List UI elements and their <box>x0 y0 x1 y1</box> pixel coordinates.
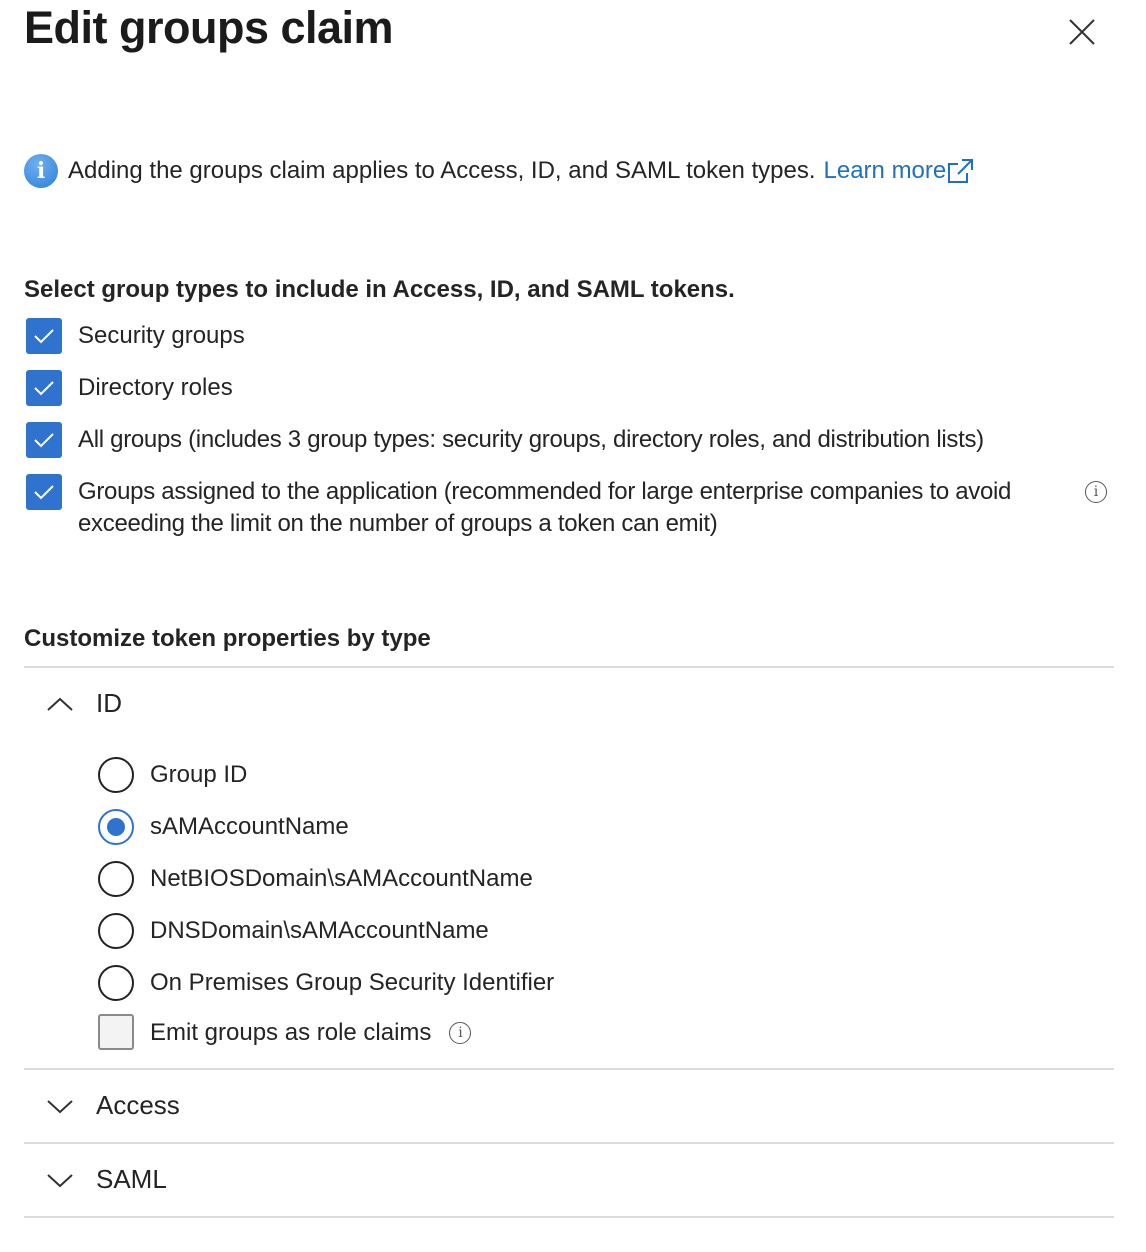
checkbox-label: Emit groups as role claims <box>150 1019 432 1046</box>
external-link-icon <box>946 158 974 184</box>
radio-dns-samaccountname[interactable] <box>98 913 489 949</box>
radio-button[interactable] <box>98 913 134 949</box>
radio-button-selected[interactable] <box>98 809 134 845</box>
divider <box>24 1142 1114 1144</box>
checkbox-emit-role-claims[interactable] <box>98 1016 471 1050</box>
chevron-up-icon <box>46 696 74 712</box>
checkbox-groups-assigned[interactable] <box>26 476 1026 540</box>
accordion-label: Access <box>96 1090 180 1120</box>
radio-group-id[interactable] <box>98 757 247 793</box>
radio-label: DNSDomain\sAMAccountName <box>150 917 489 944</box>
radio-label: On Premises Group Security Identifier <box>150 969 555 996</box>
accordion-saml[interactable] <box>46 1164 167 1195</box>
checkbox-checked-icon[interactable] <box>26 474 62 510</box>
checkbox-label: All groups (includes 3 group types: security groups, directory roles, and distribution lists) <box>78 426 984 453</box>
checkbox-all-groups[interactable] <box>26 424 1116 458</box>
info-banner <box>24 154 974 188</box>
chevron-down-icon <box>46 1098 74 1114</box>
radio-netbios-samaccountname[interactable] <box>98 861 533 897</box>
accordion-id[interactable] <box>46 688 122 719</box>
page-title: Edit groups claim <box>24 2 394 53</box>
info-text: Adding the groups claim applies to Access, ID, and SAML token types. <box>68 157 816 184</box>
learn-more-link[interactable] <box>824 157 975 185</box>
divider <box>24 666 1114 668</box>
accordion-label: ID <box>96 688 122 718</box>
checkbox-checked-icon[interactable] <box>26 422 62 458</box>
checkbox-checked-icon[interactable] <box>26 370 62 406</box>
radio-button[interactable] <box>98 861 134 897</box>
checkbox-checked-icon[interactable] <box>26 318 62 354</box>
checkbox-label: Groups assigned to the application (recommended for large enterprise companies to avoid exceeding the limit on the number of groups a token can emit) <box>78 478 1012 537</box>
checkbox-unchecked[interactable] <box>98 1014 134 1050</box>
info-circle-icon[interactable]: i <box>449 1022 471 1044</box>
group-types-heading: Select group types to include in Access, ID, and SAML tokens. <box>24 276 735 303</box>
radio-samaccountname[interactable] <box>98 809 349 845</box>
info-circle-icon[interactable]: i <box>1085 481 1107 503</box>
accordion-access[interactable] <box>46 1090 180 1121</box>
radio-button[interactable] <box>98 757 134 793</box>
close-icon[interactable] <box>1066 16 1098 48</box>
accordion-label: SAML <box>96 1164 167 1194</box>
radio-label: Group ID <box>150 761 248 788</box>
radio-on-prem-sid[interactable] <box>98 965 554 1001</box>
learn-more-label: Learn more <box>823 157 947 184</box>
divider <box>24 1216 1114 1218</box>
radio-label: sAMAccountName <box>150 813 349 840</box>
radio-button[interactable] <box>98 965 134 1001</box>
checkbox-label: Directory roles <box>78 374 233 401</box>
divider <box>24 1068 1114 1070</box>
checkbox-label: Security groups <box>78 322 245 349</box>
chevron-down-icon <box>46 1172 74 1188</box>
info-icon: i <box>24 154 58 188</box>
checkbox-security-groups[interactable] <box>26 320 245 354</box>
checkbox-directory-roles[interactable] <box>26 372 233 406</box>
customize-heading: Customize token properties by type <box>24 625 431 652</box>
radio-label: NetBIOSDomain\sAMAccountName <box>150 865 533 892</box>
